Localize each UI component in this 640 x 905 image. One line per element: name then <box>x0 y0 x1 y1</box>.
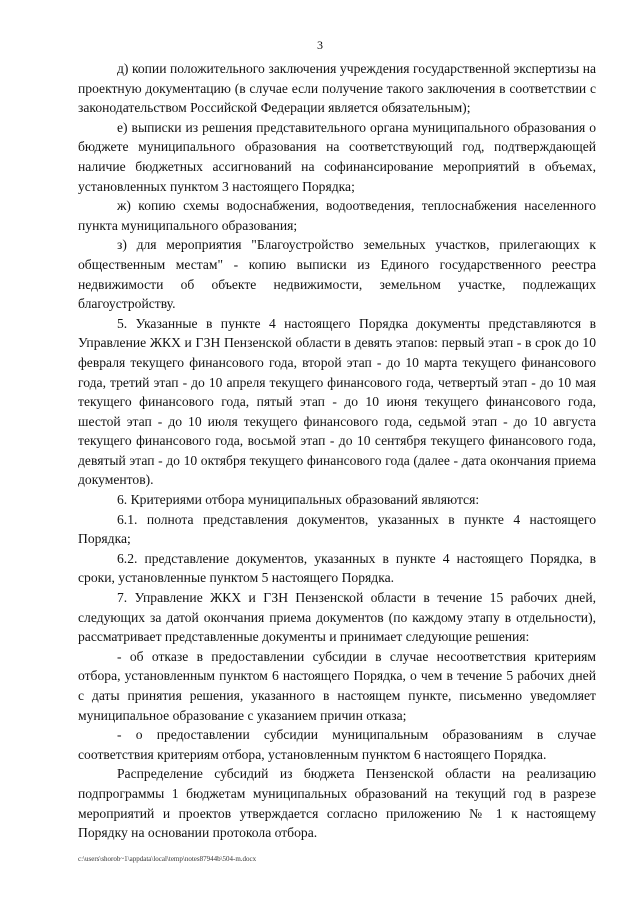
paragraph-6: 6. Критериями отбора муниципальных образований являются: <box>117 492 480 508</box>
paragraph-grant: - о предоставлении субсидии муниципальным образованиям в случае соответствия критериям отбора, установленным пунктом 6 настоящего Порядка. <box>78 727 596 762</box>
paragraph-distribution: Распределение субсидий из бюджета Пензенской области на реализацию подпрограммы 1 бюджетам муниципальных образований на текущий год в разрезе мероприятий и проектов утверждается согласно приложению № 1 к настоящему Порядку на основании протокола отбора. <box>78 766 596 841</box>
paragraph-refusal: - об отказе в предоставлении субсидии в случае несоответствия критериям отбора, установленным пунктом 6 настоящего Порядка, о чем в течение 5 рабочих дней с даты принятия решения, указанного в настоящем пункте, письменно уведомляет муниципальное образование с указанием причин отказа; <box>78 648 596 723</box>
paragraph-d: д) копии положительного заключения учреждения государственной экспертизы на проектную документацию (в случае если получение такого заключения в соответствии с законодательством Российской Федерации является обязательным); <box>78 61 596 116</box>
paragraph-6-2: 6.2. представление документов, указанных в пункте 4 настоящего Порядка, в сроки, установленные пунктом 5 настоящего Порядка. <box>78 550 596 586</box>
paragraph-zh: ж) копию схемы водоснабжения, водоотведения, теплоснабжения населенного пункта муниципального образования; <box>78 198 596 233</box>
paragraph-e: е) выписки из решения представительного органа муниципального образования о бюджете муниципального образования на соответствующий год, подтверждающей наличие бюджетных ассигнований на софинансирование мероприятий в объемах, установленных пунктом 3 настоящего Порядка; <box>78 119 596 194</box>
paragraph-z: з) для мероприятия "Благоустройство земельных участков, прилегающих к общественным местам" - копию выписки из Единого государственного реестра недвижимости об объекте недвижимости, земельном участке, подлежащих благоустройству. <box>78 237 596 312</box>
paragraph-5: 5. Указанные в пункте 4 настоящего Порядка документы представляются в Управление ЖКХ и ГЗН Пензенской области в девять этапов: первый этап - в срок до 10 февраля текущего финансового года, второй этап - до 10 марта текущего финансового года, третий этап - до 10 апреля текущего финансового года, четвертый этап - до 10 мая текущего финансового года, пятый этап - до 10 июня текущего финансового года, шестой этап - до 10 июля текущего финансового года, седьмой этап - до 10 августа текущего финансового года, восьмой этап - до 10 сентября текущего финансового года, девятый этап - до 10 октября текущего финансового года (далее - дата окончания приема документов). <box>78 315 596 488</box>
paragraph-6-1: 6.1. полнота представления документов, указанных в пункте 4 настоящего Порядка; <box>78 511 596 547</box>
page-number: 3 <box>317 38 323 52</box>
footer-file-path: c:\users\shorob~1\appdata\local\temp\notes87944b\504-m.docx <box>78 855 257 863</box>
paragraph-7: 7. Управление ЖКХ и ГЗН Пензенской области в течение 15 рабочих дней, следующих за датой окончания приема документов (по каждому этапу в отдельности), рассматривает представленные документы и принимает следующие решения: <box>78 590 596 645</box>
document-body <box>78 59 596 843</box>
